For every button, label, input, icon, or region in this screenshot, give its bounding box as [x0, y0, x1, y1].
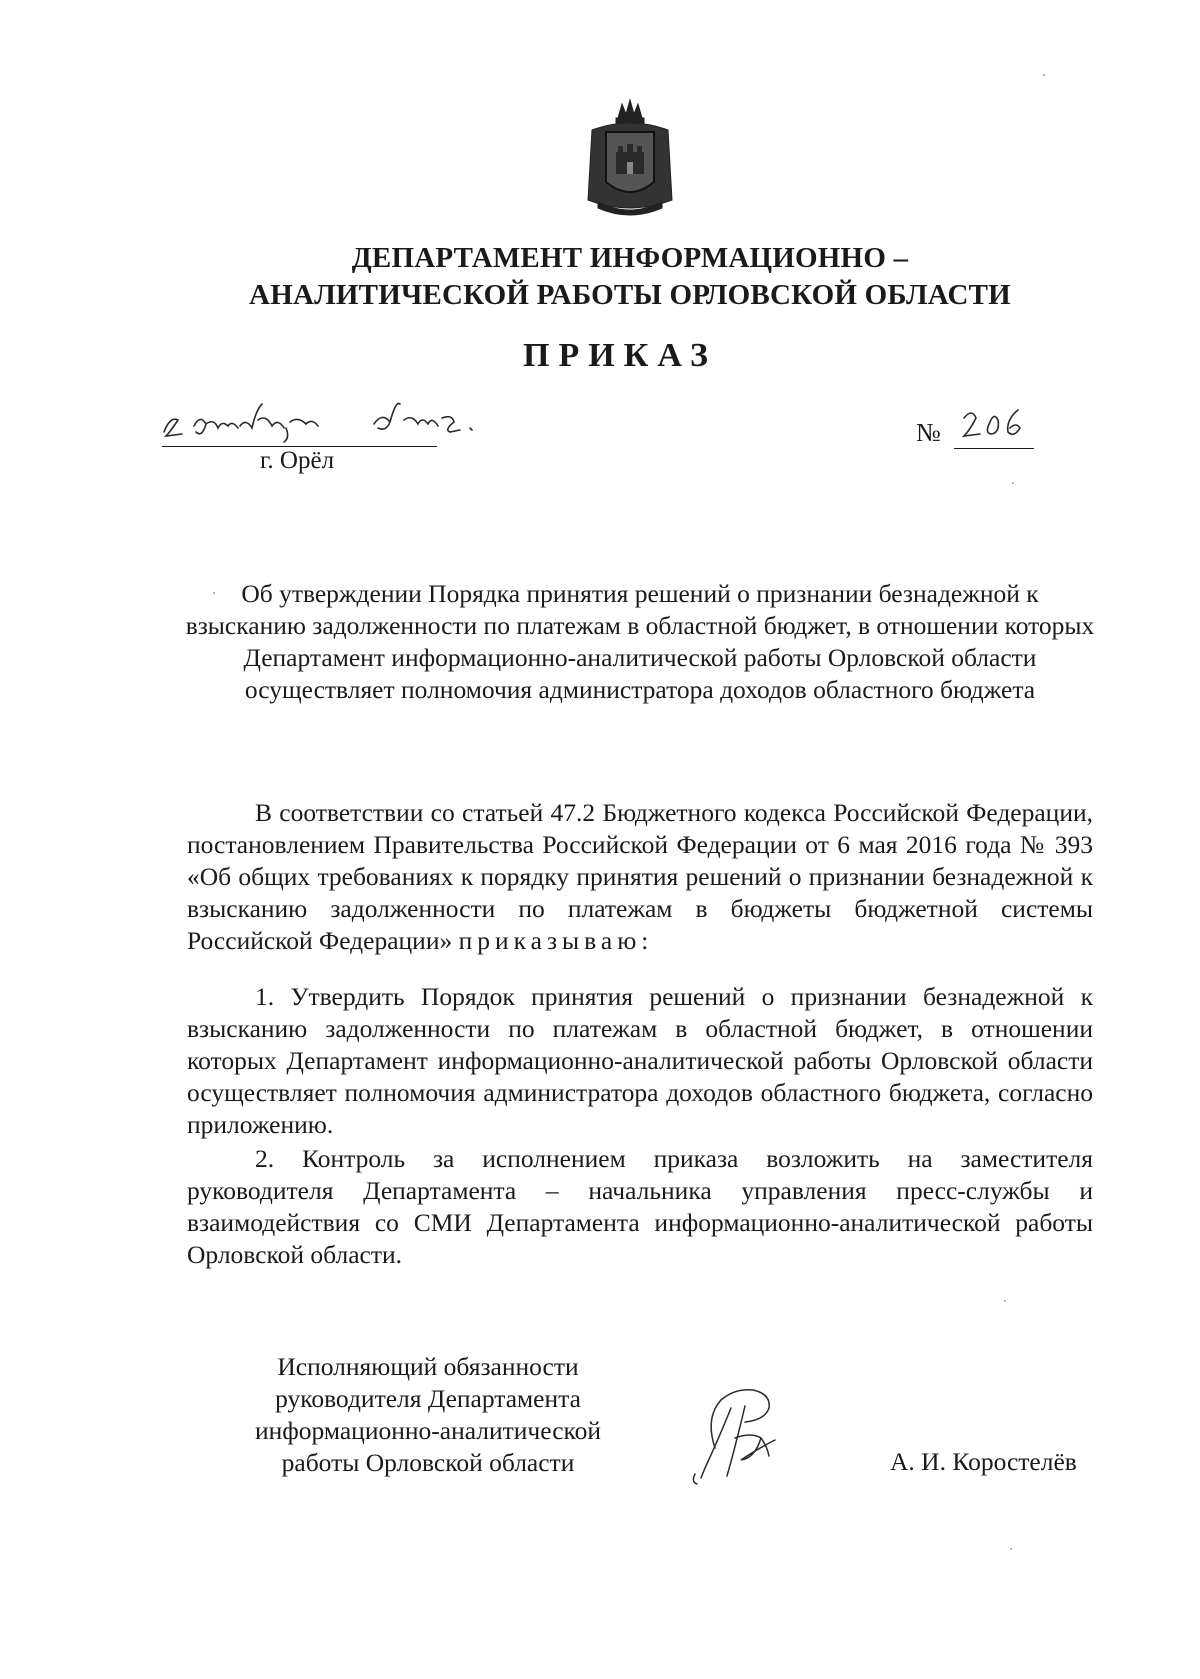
- intro-paragraph: [187, 797, 1093, 957]
- handwritten-date: [160, 398, 490, 444]
- city: г. Орёл: [260, 447, 335, 474]
- signer-position-line2: руководителя Департамента: [275, 1384, 581, 1413]
- department-name: [150, 240, 1110, 314]
- order-action: приказываю:: [458, 926, 654, 955]
- department-name-line1: ДЕПАРТАМЕНТ ИНФОРМАЦИОННО –: [351, 242, 909, 274]
- handwritten-order-number: [960, 404, 1030, 444]
- scan-speck: [1043, 74, 1045, 76]
- department-name-line2: АНАЛИТИЧЕСКОЙ РАБОТЫ ОРЛОВСКОЙ ОБЛАСТИ: [249, 279, 1011, 311]
- signer-position-line1: Исполняющий обязанности: [277, 1352, 579, 1381]
- number-underline: [954, 448, 1034, 449]
- scan-speck: [1010, 1548, 1012, 1550]
- order-subject: Об утверждении Порядка принятия решений о признании безнадежной к взысканию задолженности по платежам в областной бюджет, в отношении которых Департамент информационно-аналитической работы Орловской области осуществляет полномочия администратора доходов областного бюджета: [185, 579, 1095, 704]
- handwritten-signature: [675, 1378, 805, 1488]
- order-number-label: №: [916, 418, 941, 447]
- scan-speck: [1004, 1300, 1006, 1302]
- scan-speck: [1012, 482, 1014, 484]
- signer-position-line3: информационно-аналитической: [254, 1416, 602, 1445]
- order-title: ПРИКАЗ: [523, 337, 717, 374]
- scan-speck: [213, 592, 215, 594]
- signer-position: [228, 1351, 628, 1479]
- order-item-1: 1. Утвердить Порядок принятия решений о признании безнадежной к взысканию задолженности по платежам в областной бюджет, в отношении которых Департамент информационно-аналитической работы Орловской области осуществляет полномочия администратора доходов областного бюджета, согласно приложению.: [187, 982, 1093, 1139]
- intro-text: В соответствии со статьей 47.2 Бюджетного кодекса Российской Федерации, постановлением Правительства Российской Федерации от 6 мая 2016 года № 393 «Об общих требованиях к порядку принятия решений о признании безнадежной к взысканию задолженности по платежам в бюджеты бюджетной системы Российской Федерации»: [187, 798, 1093, 955]
- signer-position-line4: работы Орловской области: [281, 1448, 575, 1477]
- coat-of-arms-icon: [578, 96, 682, 222]
- order-item-2: 2. Контроль за исполнением приказа возложить на заместителя руководителя Департамента – начальника управления пресс-службы и взаимодействия со СМИ Департамента информационно-аналитической работы Орловской области.: [187, 1144, 1093, 1269]
- signer-name: А. И. Коростелёв: [890, 1447, 1077, 1476]
